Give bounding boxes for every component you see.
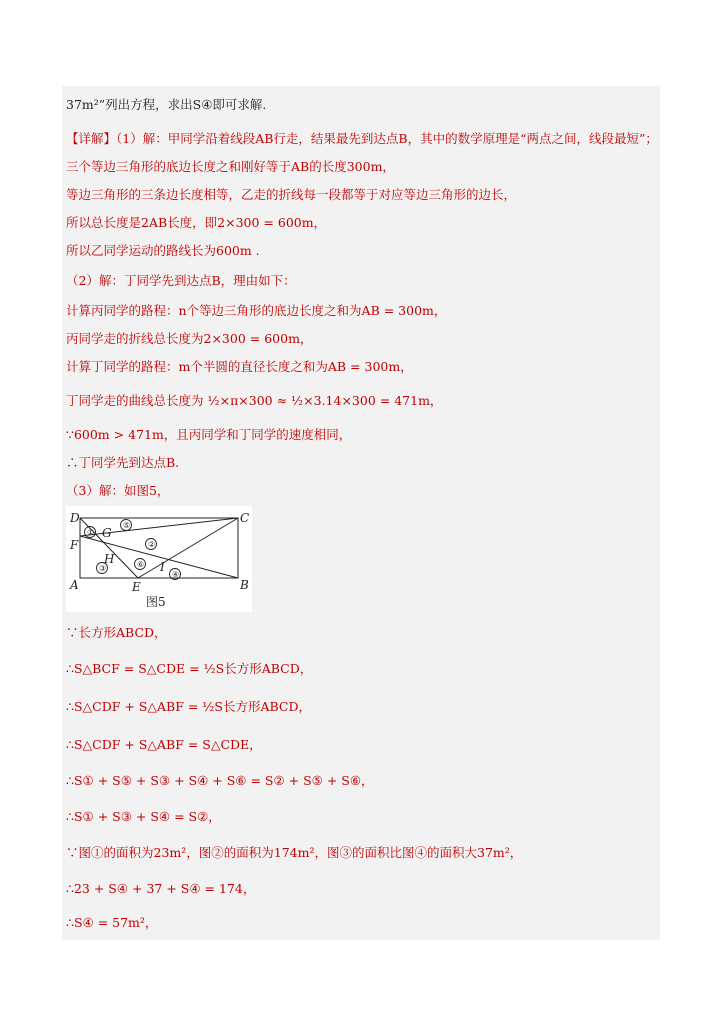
region-4-label: ④ xyxy=(172,570,180,579)
point-g: G xyxy=(102,526,112,540)
region-6-label: ⑥ xyxy=(137,560,145,569)
text-line-11: ∵600m > 471m，且丙同学和丁同学的速度相同， xyxy=(66,427,352,442)
point-b: B xyxy=(240,578,249,592)
text-line-21: ∴23 + S④ + 37 + S④ = 174， xyxy=(66,881,256,896)
text-line-19: ∴S① + S③ + S④ = S②， xyxy=(66,809,221,824)
text-line-14: ∵长方形ABCD， xyxy=(66,625,167,640)
point-i: I xyxy=(160,560,165,574)
text-line-7: 计算丙同学的路程：n个等边三角形的底边长度之和为AB = 300m， xyxy=(66,303,447,318)
text-line-1: 【详解】（1）解：甲同学沿着线段AB行走，结果最先到达点B，其中的数学原理是“两点之间，线段最短”； xyxy=(66,131,658,146)
text-line-3: 等边三角形的三条边长度相等，乙走的折线每一段都等于对应等边三角形的边长， xyxy=(66,187,517,202)
text-line-20: ∵图①的面积为23m²，图②的面积为174m²，图③的面积比图④的面积大37m²， xyxy=(66,845,523,860)
text-line-8: 丙同学走的折线总长度为2×300 = 600m， xyxy=(66,331,313,346)
text-line-10: 丁同学走的曲线总长度为 ½×π×300 ≈ ½×3.14×300 = 471m， xyxy=(66,393,443,408)
text-line-9: 计算丁同学的路程：m个半圆的直径长度之和为AB = 300m， xyxy=(66,359,413,374)
figure-caption: 图5 xyxy=(146,595,166,609)
text-line-17: ∴S△CDF + S△ABF = S△CDE， xyxy=(66,737,262,752)
point-f: F xyxy=(70,538,79,552)
text-line-18: ∴S① + S⑤ + S③ + S④ + S⑥ = S② + S⑤ + S⑥， xyxy=(66,773,374,788)
region-5-label: ⑤ xyxy=(123,521,131,530)
text-line-16: ∴S△CDF + S△ABF = ½S长方形ABCD， xyxy=(66,699,312,714)
point-d: D xyxy=(70,511,80,525)
point-h: H xyxy=(104,552,115,566)
figure-5-diagram xyxy=(66,506,252,612)
text-line-22: ∴S④ = 57m²， xyxy=(66,915,158,930)
region-2-label: ② xyxy=(148,540,156,549)
point-e: E xyxy=(132,580,141,594)
region-1-label: ① xyxy=(87,528,95,537)
text-line-13: （3）解：如图5， xyxy=(66,483,170,498)
text-line-6: （2）解：丁同学先到达点B，理由如下： xyxy=(66,273,296,288)
text-line-5: 所以乙同学运动的路线长为600m . xyxy=(66,243,260,258)
text-line-0: 37m²”列出方程，求出S④即可求解. xyxy=(66,97,267,112)
text-line-15: ∴S△BCF = S△CDE = ½S长方形ABCD， xyxy=(66,661,313,676)
point-c: C xyxy=(240,511,250,525)
point-a: A xyxy=(70,578,79,592)
geometry-figure xyxy=(66,506,252,612)
text-line-4: 所以总长度是2AB长度，即2×300 = 600m， xyxy=(66,215,327,230)
text-line-12: ∴丁同学先到达点B. xyxy=(66,455,180,470)
text-line-2: 三个等边三角形的底边长度之和刚好等于AB的长度300m， xyxy=(66,159,395,174)
region-3-label: ③ xyxy=(99,564,107,573)
